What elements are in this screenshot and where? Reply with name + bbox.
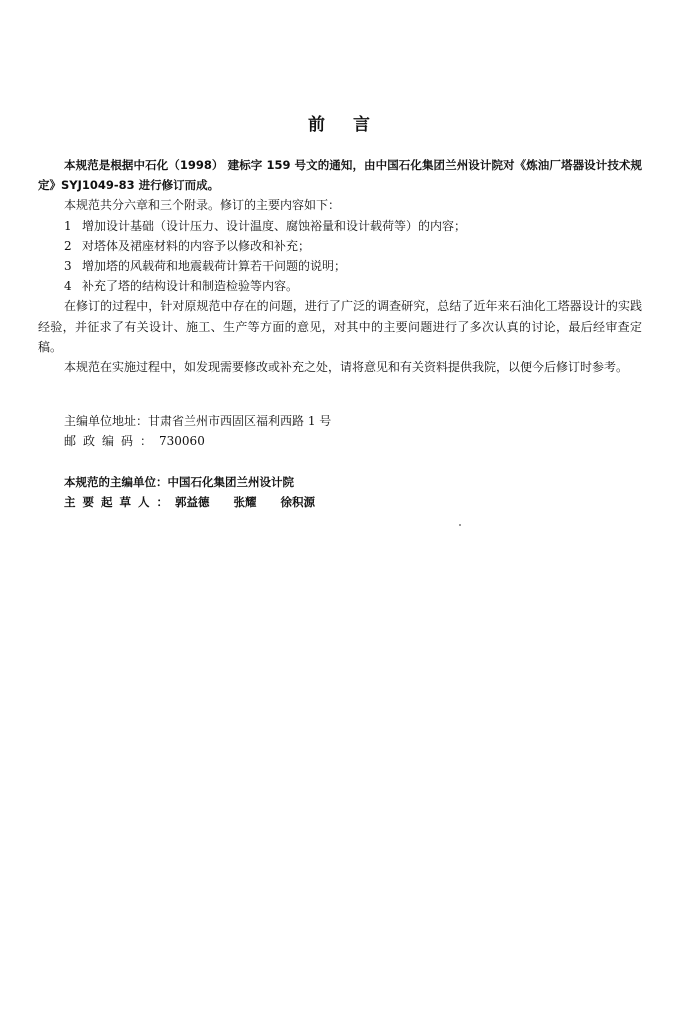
revision-item-text: 增加设计基础（设计压力、设计温度、腐蚀裕量和设计载荷等）的内容； — [82, 218, 467, 233]
drafter-name: 徐积源 — [280, 495, 315, 510]
chief-unit-name: 中国石化集团兰州设计院 — [167, 475, 294, 489]
revision-item-text: 补充了塔的结构设计和制造检验等内容。 — [82, 279, 299, 294]
revision-item — [38, 276, 642, 296]
chief-unit-row — [38, 472, 642, 492]
postcode-row — [38, 431, 642, 451]
page-title: 前言 — [308, 115, 398, 135]
preface-body — [38, 155, 642, 377]
revision-item — [38, 216, 642, 236]
process-paragraph: 在修订的过程中，针对原规范中存在的问题，进行了广泛的调查研究，总结了近年来石油化工塔器设计的实践经验，并征求了有关设计、施工、生产等方面的意见，对其中的主要问题进行了多次认真的讨论，最后经审查定稿。 — [38, 299, 642, 354]
scope-paragraph: 本规范共分六章和三个附录。修订的主要内容如下： — [64, 198, 341, 213]
editor-info — [38, 472, 642, 512]
address-label: 主编单位地址： — [64, 414, 149, 428]
feedback-paragraph: 本规范在实施过程中，如发现需要修改或补充之处，请将意见和有关资料提供我院，以便今后修订时参考。 — [64, 360, 629, 375]
revision-item-number: 4 — [64, 279, 72, 294]
scan-speck — [459, 524, 461, 526]
postcode-label: 邮政编码： — [64, 434, 160, 449]
contact-info — [38, 411, 642, 451]
address-value: 甘肃省兰州市西固区福利西路 1 号 — [148, 414, 332, 428]
revision-item-number: 2 — [64, 238, 72, 253]
intro-paragraph: 本规范是根据中石化（1998） 建标字 159 号文的通知，由中国石化集团兰州设计院对《炼油厂塔器设计技术规定》SYJ1049-83 进行修订而成。 — [38, 158, 642, 193]
revision-item-number: 1 — [64, 218, 72, 233]
postcode-value: 730060 — [159, 434, 205, 449]
chief-unit-label: 本规范的主编单位： — [64, 475, 168, 489]
revision-item-text: 对塔体及裙座材料的内容予以修改和补充； — [82, 238, 311, 253]
revision-item — [38, 256, 642, 276]
revision-item-text: 增加塔的风载荷和地震载荷计算若干问题的说明； — [82, 259, 347, 274]
address-row — [38, 411, 642, 431]
drafters-row — [38, 492, 642, 512]
revision-item-number: 3 — [64, 259, 72, 274]
drafter-name: 郭益德 — [175, 495, 210, 510]
drafters-label: 主要起草人： — [64, 495, 175, 510]
revision-item — [38, 236, 642, 256]
drafter-name: 张耀 — [233, 495, 257, 510]
